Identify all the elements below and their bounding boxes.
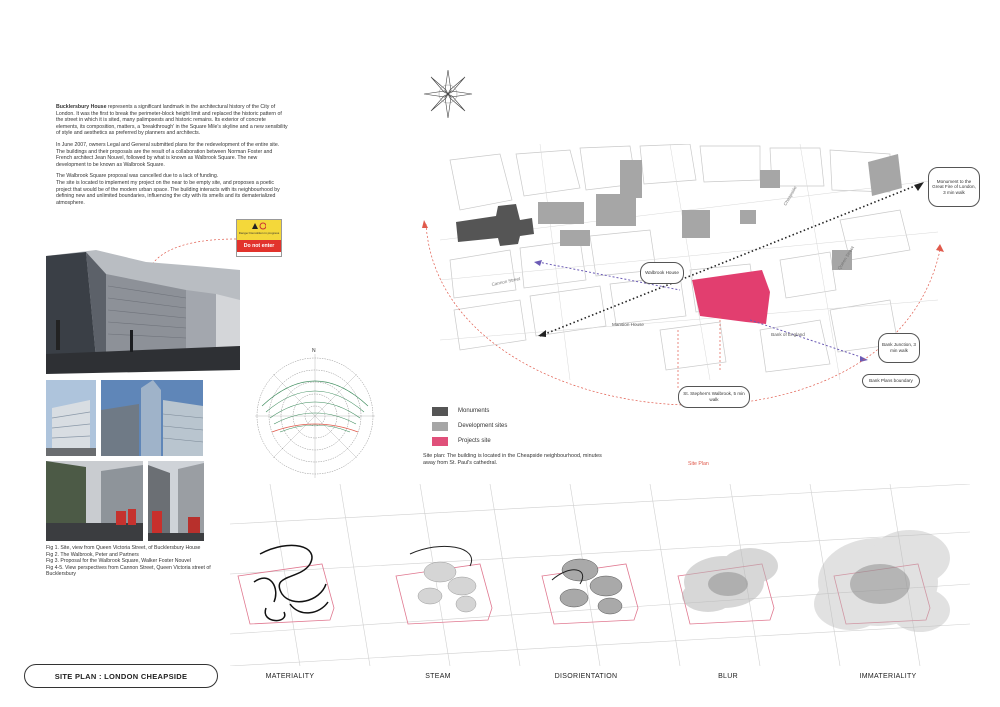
legend-item: Development sites xyxy=(432,420,507,432)
label-bank-of-england: Bank of England xyxy=(771,332,805,337)
intro-p2: In June 2007, owners Legal and General submitted plans for the redevelopment of the entire site. The buildings and their proposals are the result of a collaboration between Norman Foster and French architect Jean Nouvel, followed by what is known as Walbrook Square. The new development to be known as Walbrook Square. xyxy=(56,141,280,168)
phase-label-materiality: MATERIALITY xyxy=(265,673,315,680)
phase-label-disorientation: DISORIENTATION xyxy=(554,673,618,680)
callout-bank-plans: Bank Plans boundary xyxy=(862,374,920,388)
photo-queen-victoria xyxy=(148,461,204,541)
phase-label-immateriality: IMMATERIALITY xyxy=(859,673,917,680)
figure-captions xyxy=(46,545,226,578)
site-plan-note: Site plan: The building is located in the Cheapside neighbourhood, minutes away from St. Paul's cathedral. xyxy=(423,453,602,466)
compass-rose-icon xyxy=(422,68,474,120)
intro-p1: represents a significant landmark in the architectural history of the City of London. It was the first to break the perimeter-block height limit and replaced the historic pattern of the street in which it is sited, many palimpsests and historic remains. Its exterior of concrete elements, its composition, matters, a 'breakthrough' in the Square Mile's skyline and a new sensibility of style and aesthetics as preferred by planners and architects. xyxy=(56,104,288,137)
label-mansion-house: Mansion House xyxy=(612,322,644,327)
phase-diagrams xyxy=(230,484,970,666)
photo-cannon-street xyxy=(46,461,143,541)
svg-text:Queen Street: Queen Street xyxy=(836,245,856,271)
sun-path-diagram xyxy=(250,346,380,486)
caption-line: Fig 3. Proposal for the Walbrook Square, Walker Foster Nouvel xyxy=(46,558,191,565)
map-legend xyxy=(432,405,507,450)
callout-monument: Monument to the Great Fire of London, 3 min walk xyxy=(928,167,980,207)
legend-item: Projects site xyxy=(432,435,507,447)
legend-swatch-development xyxy=(432,422,448,431)
intro-text xyxy=(56,104,288,211)
site-photo-main xyxy=(46,250,240,376)
sheet-title: SITE PLAN : LONDON CHEAPSIDE xyxy=(24,664,218,688)
legend-swatch-project xyxy=(432,437,448,446)
photo-walbrook xyxy=(46,380,96,456)
caption-line: Fig 2. The Walbrook, Peter and Partners xyxy=(46,551,139,558)
svg-text:Cheapside: Cheapside xyxy=(782,185,798,207)
svg-text:N: N xyxy=(312,348,316,354)
warning-triangle-icon xyxy=(252,222,266,230)
intro-p3: The Walbrook Square proposal was cancelled due to a lack of funding. xyxy=(56,173,219,180)
caption-line: Fig 1. Site, view from Queen Victoria Street, of Bucklersbury House xyxy=(46,545,201,551)
arc-label: Site Plan xyxy=(688,461,709,465)
callout-walbrook-house: Walbrook House xyxy=(640,262,684,284)
sign-warning: Danger Demolition in progress xyxy=(237,220,281,240)
intro-lead: Bucklersbury House xyxy=(56,104,107,110)
callout-st-stephens: St. Stephen's Walbrook, 5 min walk xyxy=(678,386,750,408)
caption-line: Fig 4-5. View perspectives from Cannon Street, Queen Victoria street of Bucklersbury xyxy=(46,564,211,578)
demolition-sign xyxy=(236,219,282,257)
sign-label: Do not enter xyxy=(237,240,281,252)
intro-p4: The site is located to implement my project on the near to be empty site, and proposes a poetic project that would be of the modern urban space. The building interacts with its neighbourhood by defining new and unlimited boundaries, influencing the city with its smells and its dematerialized atmosphere. xyxy=(56,179,280,206)
legend-swatch-monuments xyxy=(432,407,448,416)
svg-text:Cannon Street: Cannon Street xyxy=(491,276,521,287)
callout-bank-junction: Bank Junction, 3 min walk xyxy=(878,333,920,363)
phase-label-steam: STEAM xyxy=(425,673,451,680)
legend-item: Monuments xyxy=(432,405,507,417)
photo-walbrook-square xyxy=(101,380,203,456)
phase-label-blur: BLUR xyxy=(718,673,738,680)
